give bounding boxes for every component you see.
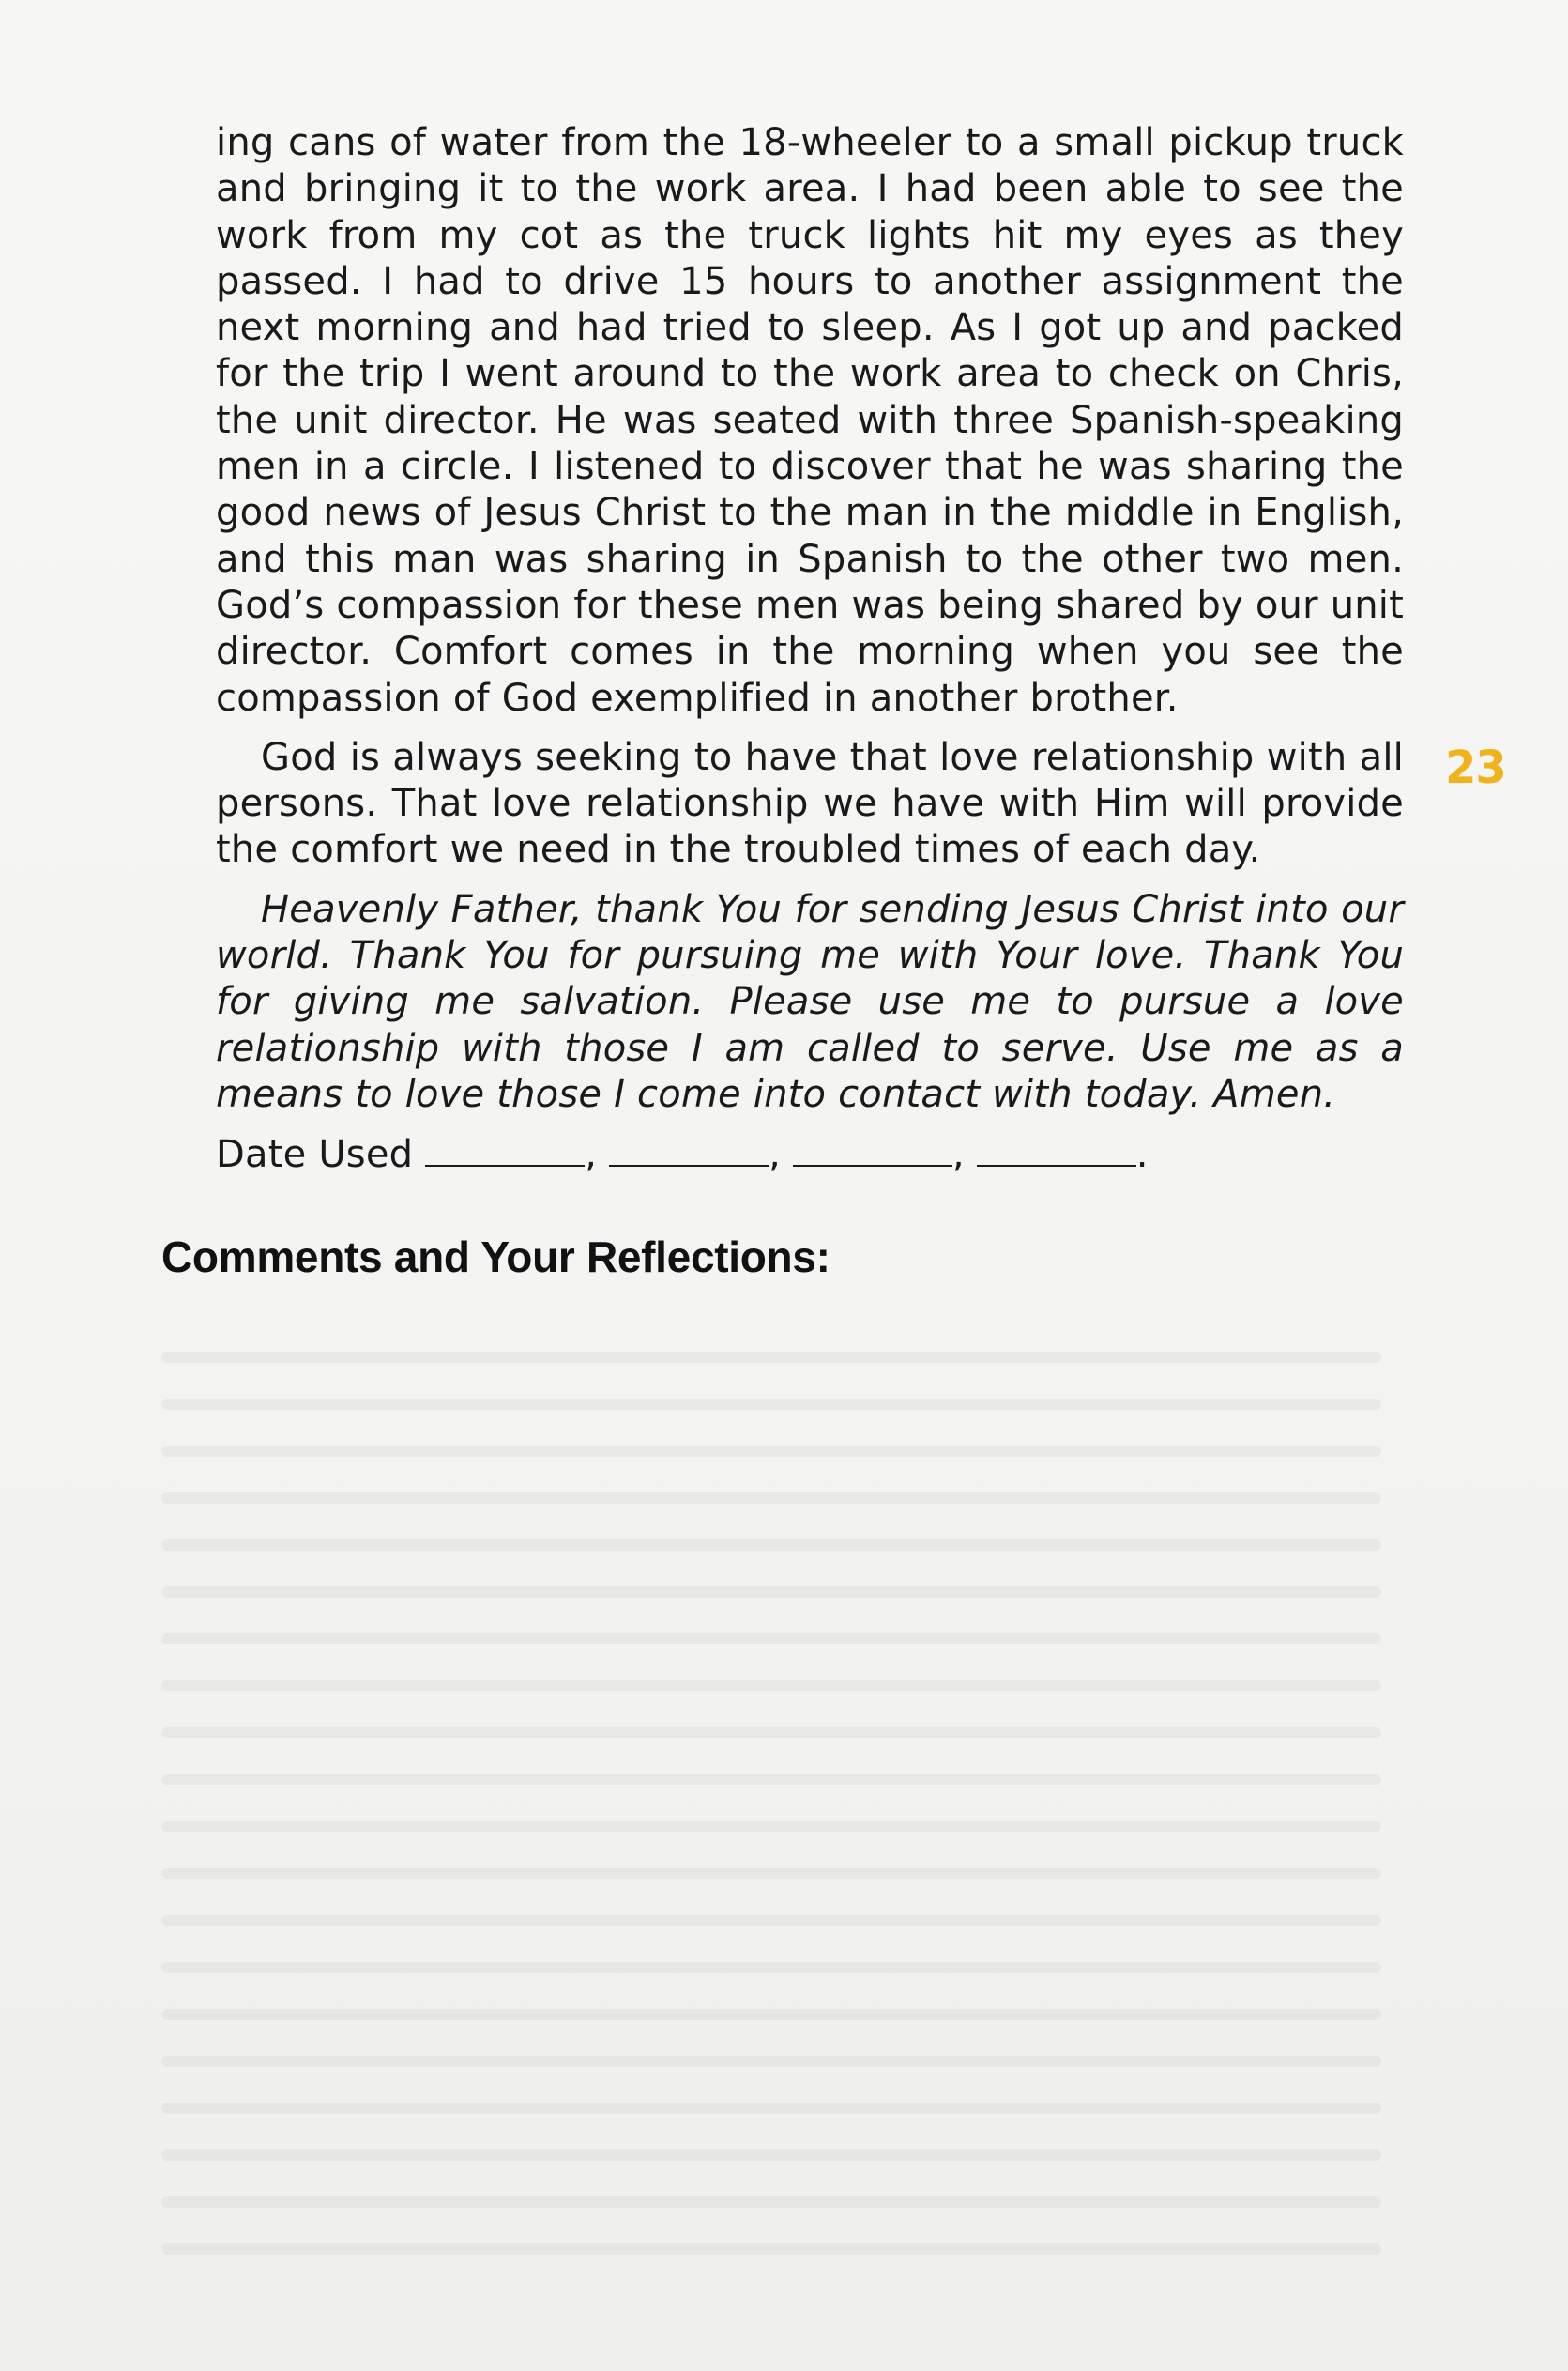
reflections-heading: Comments and Your Reflections: [161, 1232, 830, 1281]
date-blank-4[interactable] [977, 1131, 1136, 1167]
date-blank-2[interactable] [609, 1131, 769, 1167]
page-number: 23 [1445, 742, 1506, 794]
date-separator: , [951, 1133, 965, 1177]
date-end-period: . [1135, 1133, 1149, 1177]
date-used-label: Date Used [216, 1133, 414, 1177]
date-used-line [216, 1131, 1404, 1178]
date-separator: , [769, 1133, 781, 1177]
date-blank-3[interactable] [793, 1131, 952, 1167]
body-text [216, 120, 1404, 1192]
date-separator: , [585, 1133, 598, 1177]
paragraph-story: ing cans of water from the 18-wheeler to a small pickup truck and bringing it to the work area. I had been able to see the work from my cot as the truck lights hit my eyes as they passed. I had to drive 15 hours to another assignment the next morning and had tried to sleep. As I got up and packed for the trip I went around to the work area to check on Chris, the unit director. He was seated with three Spanish-speaking men in a circle. I listened to discover that he was sharing the good news of Jesus Christ to the man in the middle in English, and this man was sharing in Spanish to the other two men. God’s compassion for these men was being shared by our unit director. Comfort comes in the morning when you see the compassion of God exemplified in another brother. [216, 121, 1404, 720]
prayer-paragraph: Heavenly Father, thank You for sending Jesus Christ into our world. Thank You for pursuing me with Your love. Thank You for giving me salvation. Please use me to pursue a love relationship with those I am called to serve. Use me as a means to love those I come into contact with today. Amen. [216, 887, 1404, 1116]
date-blank-1[interactable] [425, 1131, 585, 1167]
bleed-through-texture [161, 1352, 1381, 2290]
paragraph-love-relationship: God is always seeking to have that love relationship with all persons. That love relationship we have with Him will provide the comfort we need in the troubled times of each day. [216, 735, 1404, 872]
